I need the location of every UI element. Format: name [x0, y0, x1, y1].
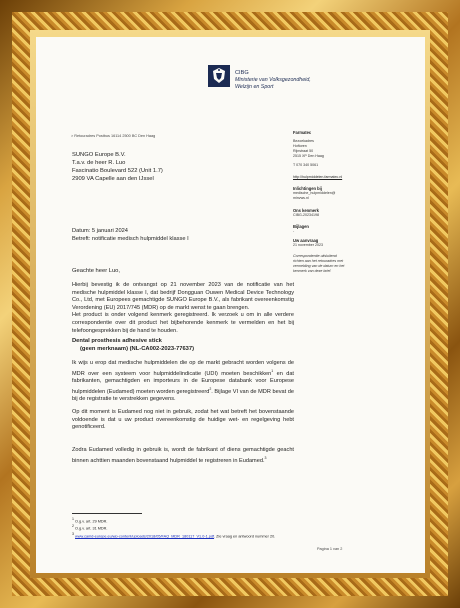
letter-subject: Betreft: notificatie medisch hulpmiddel klasse I [72, 236, 189, 242]
correspondence-note-line2: richten aan het retouradres met [293, 259, 344, 263]
footnote-mark: 1 [271, 368, 274, 373]
footnote-link[interactable]: www.camd-europe.eu/wp-content/uploads/2018/05/FAQ_MDR_180117_V1.0-1.pdf [75, 534, 215, 539]
organization-name [235, 70, 311, 90]
paragraph-text: en dat fabrikanten, gemachtigden en importeurs in de Europese databank voor Europese hulpmiddelen (Eudamed) moeten worden geregistreerd [72, 370, 294, 395]
product-name: Dental prosthesis adhesive stick [72, 338, 162, 344]
recipient-line: SUNGO Europe B.V. [72, 152, 126, 158]
letter-meta [72, 227, 189, 243]
page-number: Pagina 1 van 2 [317, 547, 343, 551]
attachments-value: - [293, 229, 295, 233]
correspondence-note-line1: Correspondentie uitsluitend [293, 254, 337, 258]
attachments-label: Bijlagen [293, 224, 309, 229]
reference-label: Ons kenmerk [293, 208, 319, 213]
recipient-line: 2909 VA Capelle aan den IJssel [72, 176, 154, 182]
footnote-3: $^3$ www.camd-europe.eu/wp-content/uploads/2018/05/FAQ_MDR_180117_V1.0-1.pdf. Zie vraag en antwoord nummer 20. [72, 531, 276, 539]
city: 2515 XP Den Haag [293, 154, 324, 158]
paragraph-text: Het product is onder volgend kenmerk geregistreerd. Ik verzoek u om in alle verdere correspondentie over dit product het bijbehorende kenmerk te vermelden en het bij telefoongesprekken bij de hand te houden. [72, 312, 294, 334]
footnote-mark: 3 [264, 455, 267, 460]
paragraph-eudamed: Op dit moment is Eudamed nog niet in gebruik, zodat het wat betreft het bovenstaande voldoende is dat u uw product overeenkomstig de huidige wet- en regelgeving hebt genotificeerd. [72, 409, 294, 431]
building-name: Hoftoren [293, 144, 307, 148]
correspondence-note-line3: vermelding van de datum en het [293, 264, 345, 268]
product-code: (geen merknaam) (NL-CA002-2023-77637) [80, 345, 195, 352]
paragraph-intro [72, 282, 294, 335]
sidebar-org-name: Farmatec [293, 130, 312, 135]
greeting: Geachte heer Luo, [72, 268, 121, 274]
ministry-name-line1: Ministerie van Volksgezondheid, [235, 76, 311, 83]
visit-address-label: Bezoekadres [293, 139, 314, 143]
coat-of-arms-icon [208, 65, 230, 87]
return-address: > Retouradres Postbus 16114 2500 BC Den Haag [71, 134, 156, 138]
your-request-value: 21 november 2023 [293, 243, 323, 247]
paragraph-registration [72, 447, 294, 465]
reference-value: CIBG-20234198 [293, 213, 319, 217]
paragraph-text: . Bijlage VI van de MDR bevat de bij de registratie te verstrekken gegevens. [72, 388, 294, 403]
paragraph-text: Ik wijs u erop dat medische hulpmiddelen die op de markt gebracht worden volgens de MDR over een systeem voor hulpmiddelindicatie (UDI) moeten beschikken [72, 360, 294, 377]
footnotes [72, 517, 302, 539]
footnote-number: 1 [72, 517, 74, 521]
info-email-line1: medische_hulpmiddelen@ [293, 191, 336, 195]
paragraph-text: Zodra Eudamed volledig in gebruik is, wordt de fabrikant of diens gemachtigde geacht binnen achttien maanden bovenstaand hulpmiddel te registreren in Eudamed. [72, 447, 294, 464]
letter-document [36, 37, 425, 573]
paragraph-udi [72, 360, 294, 404]
footnote-number: 2 [72, 524, 74, 529]
street: Rijnstraat 50 [293, 149, 314, 153]
phone-number: T 070 340 5061 [293, 163, 319, 167]
recipient-line: T.a.v. de heer R. Luo [72, 160, 126, 166]
ministry-name-line2: Welzijn en Sport [235, 83, 274, 90]
footnote-divider [72, 513, 142, 514]
website-link[interactable]: http://hulpmiddelen.farmatec.nl [293, 175, 343, 179]
paragraph-text: Hierbij bevestig ik de ontvangst op 21 november 2023 van de notificatie van het medische hulpmiddel klasse I, dat bedrijf Dongguan Ouwen Medical Device Technology Co., Ltd, met Europees gemachtigde SUNGO Europe B.V., als fabrikant overeenkomstig Verordening (EU) 2017/745 (MDR) op de markt wenst te gaan brengen. [72, 282, 294, 311]
footnote-1: $^1$ O.g.v. art. 29 MDR. [72, 517, 108, 524]
product-block [72, 338, 194, 353]
sidebar-info [293, 130, 413, 274]
recipient-address [72, 151, 163, 183]
footnote-mark: 2 [209, 386, 212, 391]
info-email-line2: minvws.nl [293, 196, 309, 200]
correspondence-note-line4: kenmerk van deze brief. [293, 269, 332, 273]
org-abbreviation: CIBG [235, 70, 249, 76]
footnote-2: $^2$ O.g.v. art. 31 MDR. [72, 524, 108, 531]
footnote-number: 3 [72, 531, 74, 536]
your-request-label: Uw aanvraag [293, 238, 319, 243]
info-label: Inlichtingen bij [293, 186, 322, 191]
recipient-line: Fascinatio Boulevard 522 (Unit 1.7) [72, 168, 163, 174]
letter-date: Datum: 5 januari 2024 [72, 228, 128, 234]
